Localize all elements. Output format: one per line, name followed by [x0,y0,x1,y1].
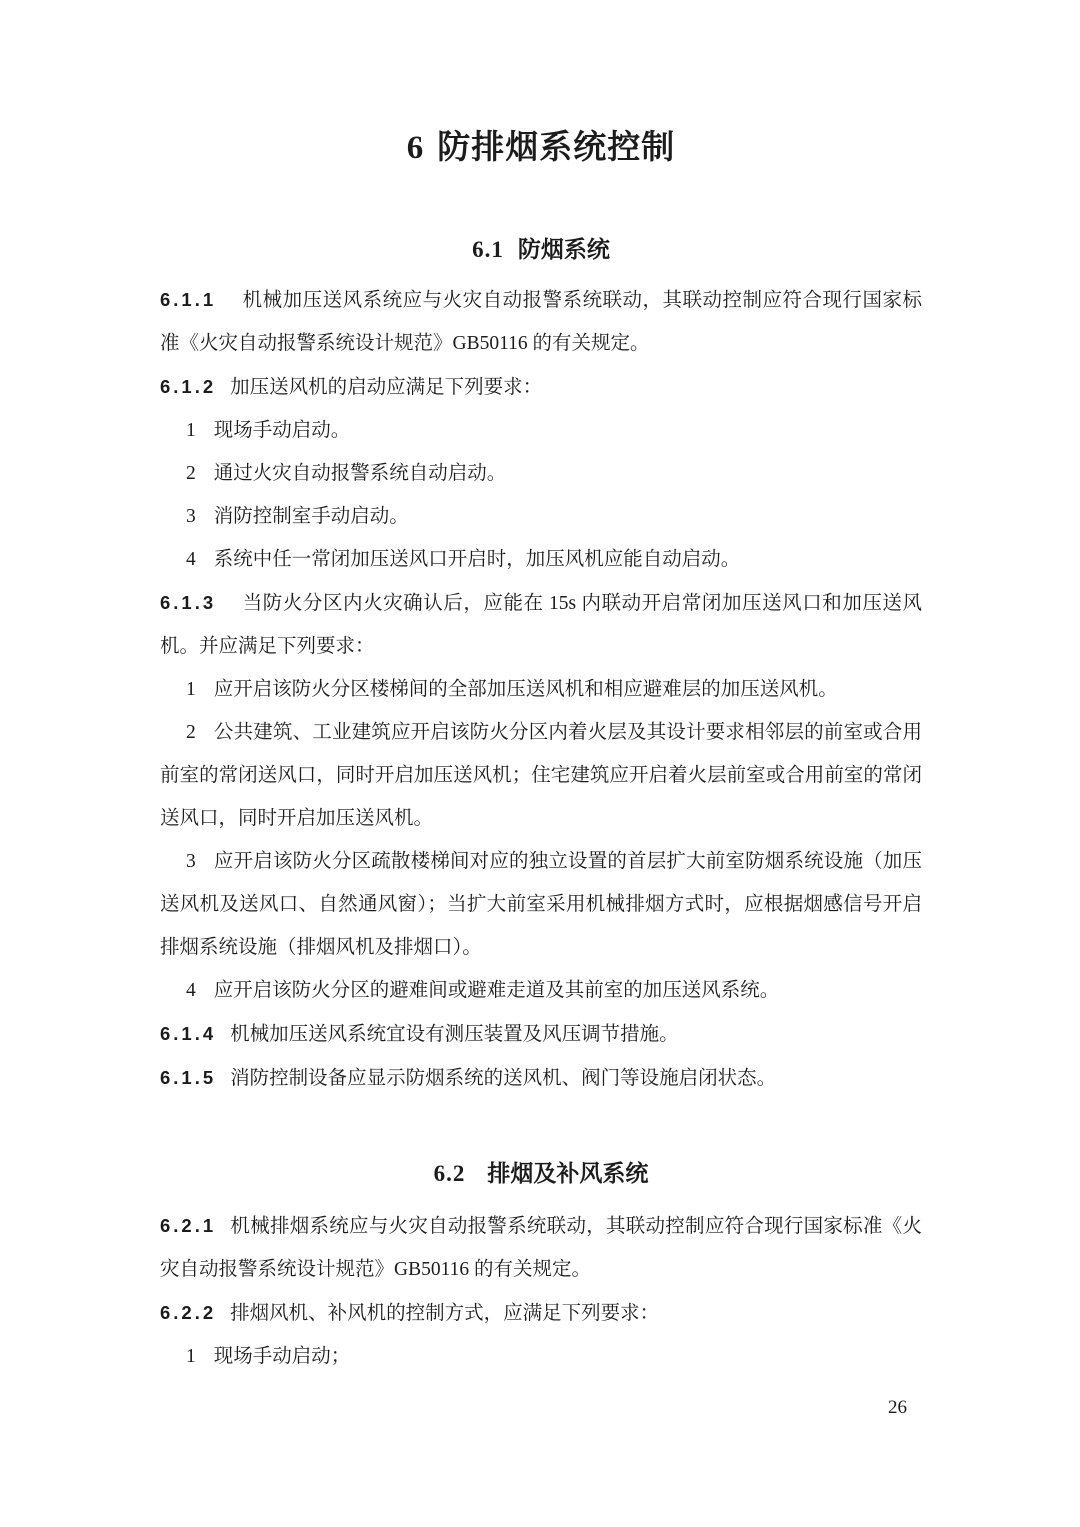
clause-text: 消防控制设备应显示防烟系统的送风机、阀门等设施启闭状态。 [230,1068,777,1089]
item-text: 应开启该防火分区楼梯间的全部加压送风机和相应避难层的加压送风机。 [213,679,838,700]
chapter-title-text: 防排烟系统控制 [437,130,676,166]
clause-number: 6.1.3 [160,592,217,613]
clause-6-1-2 [160,365,922,409]
list-item [160,538,922,581]
chapter-number: 6 [406,130,424,166]
item-number: 3 [186,851,196,872]
page-number: 26 [888,1397,907,1418]
item-number: 2 [186,722,196,743]
item-text: 应开启该防火分区疏散楼梯间对应的独立设置的首层扩大前室防烟系统设施（加压送风机及送风口、自然通风窗）；当扩大前室采用机械排烟方式时，应根据烟感信号开启排烟系统设施（排烟风机及排烟口）。 [160,851,922,958]
item-text: 系统中任一常闭加压送风口开启时，加压风机应能自动启动。 [213,549,741,570]
list-item [160,452,922,495]
clause-6-2-2 [160,1291,922,1335]
list-item [160,409,922,452]
clause-6-1-4 [160,1012,922,1056]
section-body [160,278,922,1100]
clause-number: 6.1.2 [160,376,217,397]
section-heading-text: 防烟系统 [517,237,610,262]
clause-text: 机械排烟系统应与火灾自动报警系统联动，其联动控制应符合现行国家标准《火灾自动报警系统设计规范》GB50116 的有关规定。 [160,1216,922,1280]
clause-number: 6.1.1 [160,289,217,310]
page-content [160,0,922,1378]
clause-text: 加压送风机的启动应满足下列要求： [230,377,543,398]
item-text: 现场手动启动； [213,1346,351,1367]
clause-number: 6.1.4 [160,1023,217,1044]
section-heading-text: 排烟及补风系统 [487,1161,649,1186]
clause-text: 机械加压送风系统宜设有测压装置及风压调节措施。 [230,1024,679,1045]
item-text: 消防控制室手动启动。 [213,506,409,527]
list-item [160,711,922,840]
list-item [160,668,922,711]
item-number: 1 [186,1346,196,1367]
clause-6-1-5 [160,1056,922,1100]
section-number: 6.1 [472,237,504,262]
item-text: 公共建筑、工业建筑应开启该防火分区内着火层及其设计要求相邻层的前室或合用前室的常闭送风口，同时开启加压送风机；住宅建筑应开启着火层前室或合用前室的常闭送风口，同时开启加压送风机。 [160,722,922,829]
clause-text: 机械加压送风系统应与火灾自动报警系统联动，其联动控制应符合现行国家标准《火灾自动报警系统设计规范》GB50116 的有关规定。 [160,290,922,354]
section-heading [160,233,922,267]
clause-6-1-3 [160,581,922,668]
item-number: 4 [186,980,196,1001]
clause-number: 6.2.2 [160,1302,217,1323]
clause-text: 当防火分区内火灾确认后，应能在 15s 内联动开启常闭加压送风口和加压送风机。并应满足下列要求： [160,593,922,657]
list-item [160,1335,922,1378]
list-item [160,495,922,538]
clause-number: 6.1.5 [160,1067,217,1088]
item-text: 应开启该防火分区的避难间或避难走道及其前室的加压送风系统。 [213,980,780,1001]
section-number: 6.2 [433,1161,466,1186]
section-body [160,1204,922,1378]
section-heading [160,1157,922,1191]
page-title [160,0,922,169]
item-number: 2 [186,463,196,484]
item-number: 3 [186,506,196,527]
list-item [160,969,922,1012]
section-smoke-exhaust [160,1157,922,1378]
list-item [160,840,922,969]
clause-text: 排烟风机、补风机的控制方式，应满足下列要求： [230,1303,660,1324]
item-number: 1 [186,420,196,441]
clause-6-1-1 [160,278,922,365]
clause-6-2-1 [160,1204,922,1291]
clause-number: 6.2.1 [160,1215,217,1236]
item-number: 4 [186,549,196,570]
item-number: 1 [186,679,196,700]
item-text: 通过火灾自动报警系统自动启动。 [213,463,507,484]
item-text: 现场手动启动。 [213,420,351,441]
section-smoke-prevention [160,233,922,1100]
